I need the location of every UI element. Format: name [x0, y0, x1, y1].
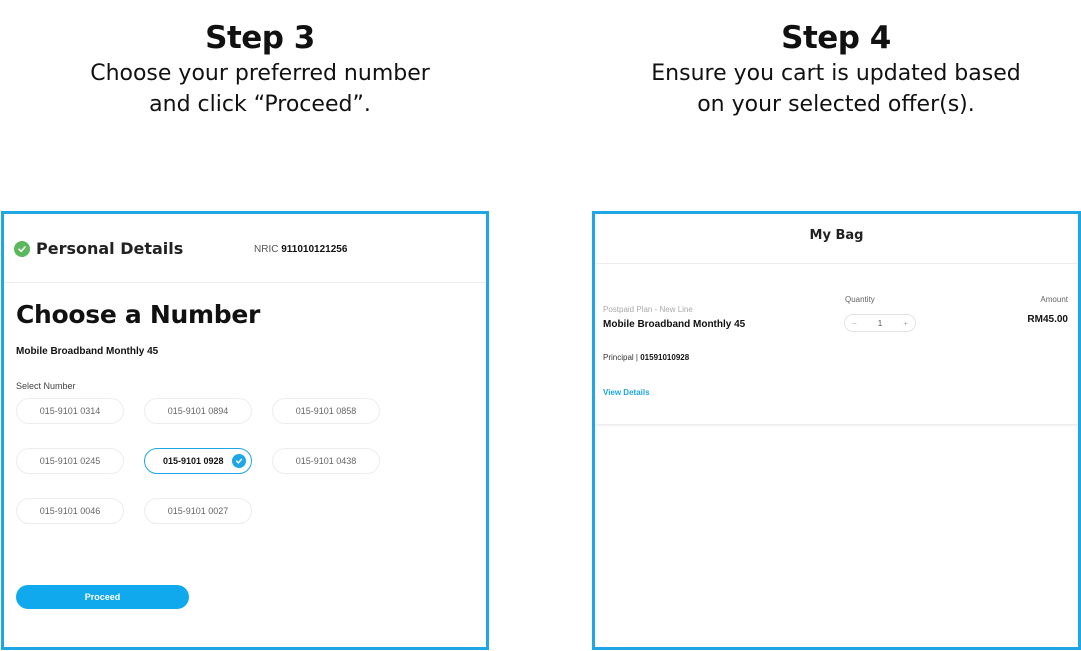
number-option-label: 015-9101 0928 [163, 456, 224, 466]
choose-number-panel [1, 211, 489, 650]
number-option-label: 015-9101 0894 [167, 406, 229, 416]
number-option-selected[interactable] [144, 448, 252, 474]
nric-label: NRIC [254, 244, 279, 255]
personal-details-header[interactable] [14, 239, 183, 258]
number-option-label: 015-9101 0314 [39, 406, 101, 416]
plan-name: Mobile Broadband Monthly 45 [16, 346, 159, 357]
step-description-line-1: Ensure you cart is updated based [651, 61, 1021, 86]
principal-line [603, 353, 689, 362]
number-option[interactable] [272, 448, 380, 474]
number-option-label: 015-9101 0245 [39, 456, 101, 466]
bag-title: My Bag [809, 228, 864, 243]
decrement-button[interactable]: − [852, 318, 857, 328]
step-3-caption [0, 18, 520, 120]
quantity-stepper [844, 314, 916, 332]
step-title: Step 3 [205, 20, 315, 56]
view-details-link[interactable]: View Details [603, 388, 650, 397]
number-option-label: 015-9101 0858 [295, 406, 357, 416]
amount-label: Amount [1040, 295, 1068, 304]
nric-info [254, 244, 347, 255]
number-option[interactable] [16, 448, 124, 474]
number-option[interactable] [144, 398, 252, 424]
personal-details-title: Personal Details [36, 239, 184, 258]
page-title: Choose a Number [16, 300, 261, 329]
step-title: Step 4 [781, 20, 891, 56]
step-description-line-2: on your selected offer(s). [697, 92, 975, 117]
principal-label: Principal | [603, 353, 638, 362]
step-4-caption [576, 18, 1081, 120]
number-option-label: 015-9101 0027 [167, 506, 229, 516]
divider [595, 263, 1078, 264]
check-badge-icon [232, 454, 246, 468]
divider [595, 424, 1078, 427]
number-option[interactable] [16, 498, 124, 524]
select-number-label: Select Number [16, 381, 76, 391]
nric-value: 911010121256 [281, 244, 348, 255]
number-option[interactable] [144, 498, 252, 524]
plan-title: Mobile Broadband Monthly 45 [603, 319, 746, 330]
quantity-value: 1 [877, 318, 883, 328]
proceed-button[interactable]: Proceed [16, 585, 189, 609]
number-option[interactable] [16, 398, 124, 424]
number-option-label: 015-9101 0046 [39, 506, 101, 516]
amount-value: RM45.00 [1027, 314, 1068, 325]
number-option-label: 015-9101 0438 [295, 456, 357, 466]
increment-button[interactable]: + [903, 318, 908, 328]
my-bag-panel [592, 211, 1081, 650]
plan-type: Postpaid Plan - New Line [603, 305, 693, 314]
number-option[interactable] [272, 398, 380, 424]
principal-number: 01591010928 [640, 353, 690, 362]
divider [4, 282, 486, 283]
step-description-line-2: and click “Proceed”. [149, 92, 371, 117]
quantity-label: Quantity [845, 295, 875, 304]
step-description-line-1: Choose your preferred number [90, 61, 430, 86]
check-circle-icon [14, 241, 30, 257]
